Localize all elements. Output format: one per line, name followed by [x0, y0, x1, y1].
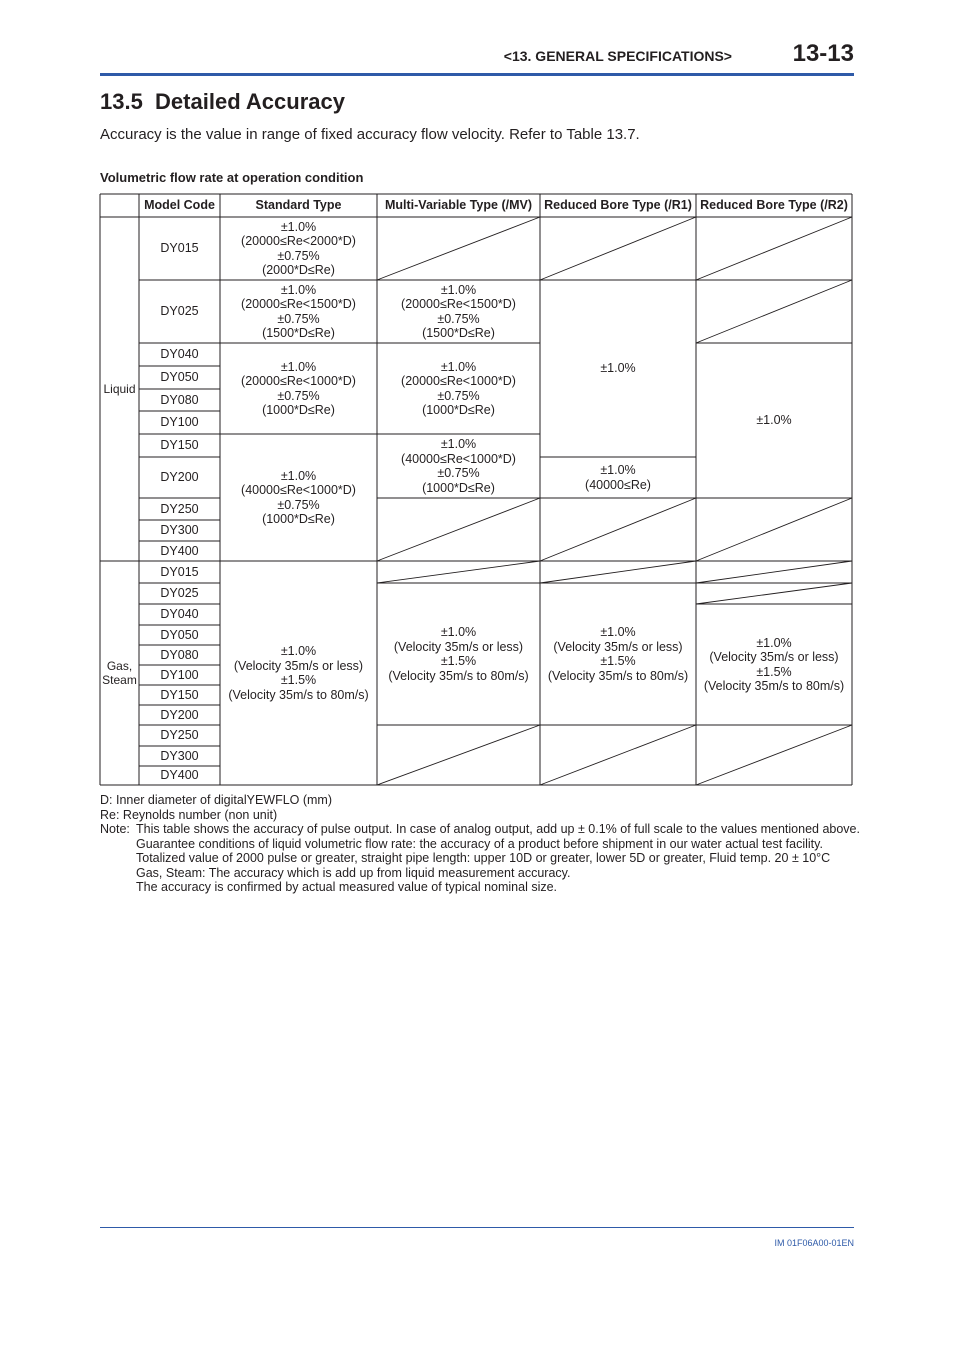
not-applicable-diagonal: [540, 725, 696, 785]
model-code-cell: [139, 280, 220, 343]
not-applicable-diagonal: [540, 498, 696, 561]
cell-line: (20000≤Re<1500*D): [241, 297, 356, 311]
note-line: Gas, Steam: The accuracy which is add up from liquid measurement accuracy.: [136, 865, 571, 880]
cell-line: DY250: [160, 501, 199, 516]
cell-line: ±1.5%: [756, 664, 792, 679]
cell-line: ±0.75%: [437, 388, 480, 403]
cell-line: (20000≤Re<1500*D): [401, 297, 516, 311]
accuracy-cell: [377, 280, 540, 343]
model-code-cell: [139, 343, 220, 366]
cell-line: DY015: [160, 564, 199, 579]
note-line: The accuracy is confirmed by actual measured value of typical nominal size.: [136, 880, 558, 894]
cell-line: DY025: [160, 304, 199, 319]
document-id: IM 01F06A00-01EN: [774, 1238, 854, 1248]
cell-line: (20000≤Re<1000*D): [401, 374, 516, 388]
fluid-gas-steam-label: [100, 561, 139, 785]
cell-line: ±0.75%: [277, 311, 320, 326]
model-code-cell: [139, 583, 220, 604]
cell-line: (Velocity 35m/s to 80m/s): [547, 668, 689, 683]
section-title: 13.5 Detailed Accuracy: [100, 89, 345, 114]
fluid-liquid-label: [100, 217, 139, 561]
note-line: Totalized value of 2000 pulse or greater, straight pipe length: upper 10D or greater, lower 5D or greater, Fluid temp. 20 ± 10°C: [136, 851, 831, 865]
note-diameter: D: Inner diameter of digitalYEWFLO (mm): [100, 793, 333, 807]
cell-line: DY040: [160, 607, 199, 622]
cell-line: (1000*D≤Re): [422, 403, 495, 417]
not-applicable-diagonal: [696, 561, 852, 583]
accuracy-cell: [220, 561, 377, 785]
not-applicable-diagonal: [696, 583, 852, 604]
model-code-cell: [139, 217, 220, 280]
note-label: Note:: [100, 822, 130, 836]
cell-line: (1000*D≤Re): [262, 403, 335, 417]
not-applicable-diagonal: [377, 725, 540, 785]
footer-rule: [100, 1227, 854, 1228]
cell-line: ±1.0%: [600, 625, 636, 639]
accuracy-cell: [220, 280, 377, 343]
accuracy-cell: [220, 217, 377, 280]
model-code-cell: [139, 665, 220, 685]
cell-line: (20000≤Re<1000*D): [241, 374, 356, 388]
cell-line: Multi-Variable Type (/MV): [384, 198, 532, 213]
model-code-cell: [139, 389, 220, 411]
cell-line: ±1.0%: [280, 282, 317, 297]
accuracy-cell: [540, 280, 696, 457]
column-header: [220, 194, 377, 217]
cell-line: DY300: [160, 748, 199, 763]
accuracy-cell: [377, 583, 540, 725]
cell-line: DY150: [160, 687, 199, 702]
cell-line: DY250: [160, 728, 199, 743]
cell-line: DY050: [160, 627, 199, 642]
cell-line: ±1.0%: [600, 463, 636, 477]
cell-line: (1500*D≤Re): [262, 326, 335, 340]
cell-line: (1000*D≤Re): [262, 512, 335, 526]
cell-line: Steam: [102, 673, 137, 687]
cell-line: ±1.0%: [280, 644, 317, 658]
cell-line: (1500*D≤Re): [422, 326, 495, 340]
cell-line: DY080: [160, 647, 199, 662]
accuracy-cell: [540, 583, 696, 725]
accuracy-cell: [540, 457, 696, 498]
section-intro: Accuracy is the value in range of fixed accuracy flow velocity. Refer to Table 13.7.: [100, 126, 640, 143]
cell-line: Standard Type: [255, 198, 342, 213]
cell-line: DY200: [160, 470, 199, 485]
accuracy-cell: [220, 434, 377, 561]
cell-line: (Velocity 35m/s to 80m/s): [703, 679, 845, 693]
model-code-cell: [139, 645, 220, 665]
not-applicable-diagonal: [540, 561, 696, 583]
cell-line: ±1.0%: [440, 437, 477, 451]
cell-line: ±1.0%: [440, 282, 477, 297]
cell-line: (Velocity 35m/s or less): [393, 639, 524, 654]
not-applicable-diagonal: [696, 280, 852, 343]
model-code-cell: [139, 457, 220, 498]
cell-line: DY080: [160, 392, 199, 407]
cell-line: ±1.5%: [280, 673, 317, 687]
table-notes: [100, 793, 860, 895]
cell-line: (Velocity 35m/s to 80m/s): [228, 687, 369, 702]
cell-line: ±1.0%: [756, 413, 792, 428]
cell-line: Gas,: [106, 659, 133, 673]
cell-line: Model Code: [144, 198, 215, 213]
cell-line: ±1.0%: [280, 468, 317, 483]
cell-line: ±1.0%: [756, 635, 792, 650]
cell-line: DY100: [160, 415, 199, 430]
cell-line: (Velocity 35m/s or less): [709, 650, 839, 664]
cell-line: (1000*D≤Re): [422, 480, 495, 495]
not-applicable-diagonal: [377, 498, 540, 561]
cell-line: DY400: [160, 543, 199, 558]
column-header: [696, 194, 852, 217]
column-header: [139, 194, 220, 217]
column-header: [377, 194, 540, 217]
cell-line: (40000≤Re): [585, 477, 651, 492]
cell-line: DY015: [160, 241, 199, 256]
model-code-cell: [139, 604, 220, 625]
cell-line: Reduced Bore Type (/R1): [544, 198, 692, 213]
cell-line: ±1.0%: [440, 625, 477, 639]
cell-line: (Velocity 35m/s or less): [553, 639, 683, 654]
cell-line: ±0.75%: [277, 248, 320, 263]
model-code-cell: [139, 705, 220, 725]
note-reynolds: Re: Reynolds number (non unit): [100, 807, 278, 822]
cell-line: (40000≤Re<1000*D): [241, 483, 356, 497]
note-lines: [136, 822, 860, 895]
model-code-cell: [139, 746, 220, 766]
cell-line: ±1.5%: [440, 654, 477, 668]
note-line: Guarantee conditions of liquid volumetric flow rate: the accuracy of a product before shipment in our water actual test facility.: [136, 836, 823, 851]
cell-line: DY300: [160, 523, 199, 538]
cell-line: (Velocity 35m/s to 80m/s): [388, 668, 529, 683]
not-applicable-diagonal: [696, 498, 852, 561]
accuracy-cell: [220, 343, 377, 434]
column-header: [540, 194, 696, 217]
cell-line: (2000*D≤Re): [262, 263, 335, 277]
table-caption: Volumetric flow rate at operation condition: [100, 170, 364, 185]
cell-line: DY050: [160, 370, 199, 385]
cell-line: ±1.5%: [600, 654, 636, 668]
cell-line: DY100: [160, 667, 199, 682]
model-code-cell: [139, 498, 220, 520]
cell-line: ±0.75%: [437, 311, 480, 326]
cell-line: ±1.0%: [440, 359, 477, 374]
accuracy-cell: [696, 343, 852, 498]
cell-line: DY025: [160, 586, 199, 601]
cell-line: Reduced Bore Type (/R2): [700, 198, 848, 213]
not-applicable-diagonal: [696, 217, 852, 280]
model-code-cell: [139, 434, 220, 457]
cell-line: DY150: [160, 438, 199, 453]
model-code-cell: [139, 625, 220, 645]
cell-line: (40000≤Re<1000*D): [401, 451, 516, 466]
cell-line: (Velocity 35m/s or less): [233, 658, 364, 673]
accuracy-cell: [696, 604, 852, 725]
page-number: 13-13: [792, 40, 854, 67]
note-line: This table shows the accuracy of pulse output. In case of analog output, add up ± 0.1% of full scale to the values mentioned above.: [136, 822, 860, 836]
cell-line: ±1.0%: [280, 359, 317, 374]
cell-line: DY400: [160, 768, 199, 783]
accuracy-cell: [377, 434, 540, 498]
model-code-cell: [139, 541, 220, 561]
chapter-header: <13. GENERAL SPECIFICATIONS>: [503, 48, 732, 64]
model-code-cell: [139, 766, 220, 785]
not-applicable-diagonal: [377, 561, 540, 583]
cell-line: Liquid: [103, 382, 136, 396]
cell-line: ±0.75%: [277, 388, 320, 403]
model-code-cell: [139, 411, 220, 434]
cell-line: DY200: [160, 707, 199, 722]
model-code-cell: [139, 366, 220, 389]
accuracy-cell: [377, 343, 540, 434]
cell-line: ±0.75%: [437, 466, 480, 480]
cell-line: DY040: [160, 347, 199, 362]
model-code-cell: [139, 520, 220, 541]
not-applicable-diagonal: [540, 217, 696, 280]
not-applicable-diagonal: [696, 725, 852, 785]
note-block: [100, 822, 860, 895]
model-code-cell: [139, 685, 220, 705]
cell-line: (20000≤Re<2000*D): [241, 234, 356, 248]
model-code-cell: [139, 725, 220, 746]
cell-line: ±1.0%: [280, 219, 317, 234]
cell-line: ±0.75%: [277, 497, 320, 512]
model-code-cell: [139, 561, 220, 583]
not-applicable-diagonal: [377, 217, 540, 280]
cell-line: ±1.0%: [600, 361, 636, 376]
